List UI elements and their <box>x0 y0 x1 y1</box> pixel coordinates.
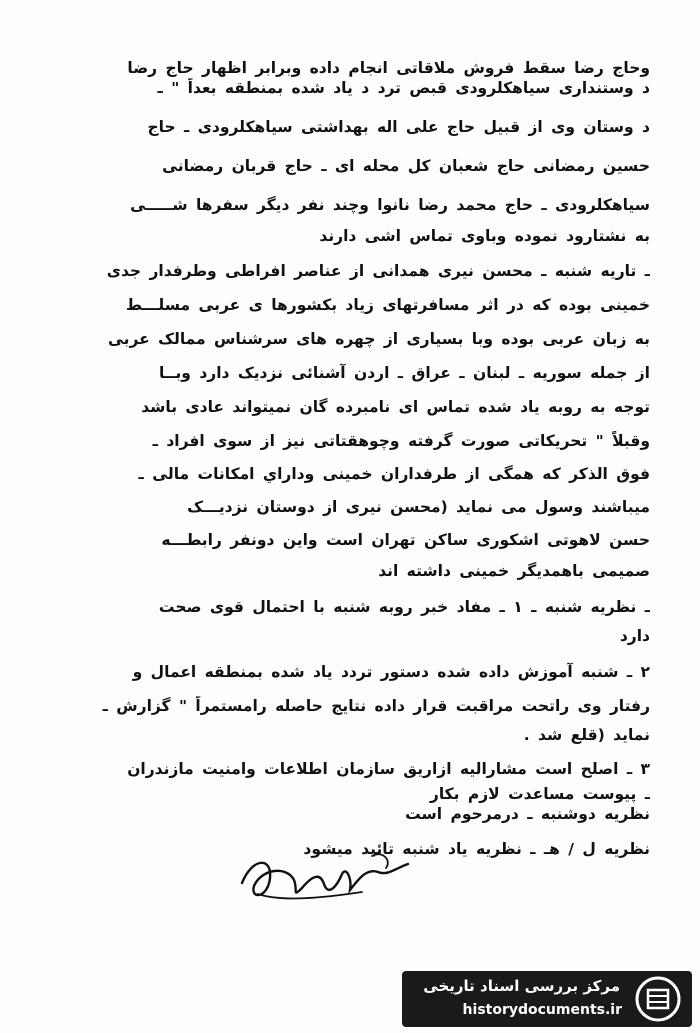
document-line: از جمله سوریه ـ لبنان ـ عراق ـ اردن آشنائی نزدیک دارد وبــا <box>159 364 650 382</box>
document-line: صمیمی باهمدیگر خمینی داشته اند <box>378 562 650 580</box>
document-line: فوق الذکر که همگی از طرفداران خمینی وداراي امکانات مالی ـ <box>138 465 650 483</box>
archive-watermark <box>402 971 692 1027</box>
document-line: خمینی بوده که در اثر مسافرتهای زیاد بکشورها ی عربی مسلـــط <box>125 296 650 314</box>
watermark-url: historydocuments.ir <box>462 1002 622 1018</box>
document-line: دارد <box>619 627 650 645</box>
document-line: توجه به روبه یاد شده تماس ای نامبرده گان نمیتواند عادی باشد <box>141 398 650 416</box>
document-line: میباشند وسول می نماید (محسن نیری از دوستان نزدیـــک <box>187 498 650 516</box>
watermark-title: مرکز بررسی اسناد تاریخی <box>423 977 620 995</box>
document-line: نماید (قلع شد . <box>523 726 650 744</box>
document-line: حسن لاهوتی اشکوری ساکن تهران است واین دونفر رابطـــه <box>161 531 650 549</box>
document-line: د وستان وی از قبیل حاج علی اله بهداشتی سیاهکلرودی ـ حاج <box>147 118 650 136</box>
document-body <box>90 58 650 859</box>
document-line: د وستنداری سیاهکلرودی قبص ترد د یاد شده بمنطقه بعداً " ـ <box>157 79 650 97</box>
document-line: ۳ ـ اصلح است مشارالیه ازاریق سازمان اطلاعات وامنیت مازندران <box>127 760 650 778</box>
document-line: ـ پیوست مساعدت لازم بکار <box>429 785 650 803</box>
document-line: سیاهکلرودی ـ حاج محمد رضا نانوا وچند نفر دیگر سفرها شـــــی <box>130 196 650 214</box>
document-line: وحاج رضا سقط فروش ملاقاتی انجام داده ‌وبرابر اظهار حاج رضا <box>127 59 650 77</box>
handwritten-signature <box>232 838 422 918</box>
document-line: حسین رمضانی حاج شعبان کل محله ای ـ حاج قربان رمضانی <box>162 157 650 175</box>
document-line: به زبان عربی بوده وبا بسیاری از چهره های سرشناس ممالک عربی <box>108 330 650 348</box>
document-line: ـ نظریه شنبه ـ ۱ ـ مفاد خبر روبه شنبه با احتمال قوی صحت <box>158 598 650 616</box>
document-line: ـ تاریه شنبه ـ محسن نیری همدانی از عناصر افراطی وطرفدار جدی <box>106 262 650 280</box>
document-line: نظریه دوشنبه ـ درمرحوم است <box>405 805 650 823</box>
document-line: رفتار وی راتحت مراقبت قرار داده نتایج حاصله رامستمراً " گزارش ـ <box>102 697 650 715</box>
document-line: به نشتارود نموده وباوی تماس اشی دارند <box>319 227 650 245</box>
document-line: ۲ ـ شنبه آموزش داده شده دستور تردد یاد شده بمنطقه اعمال و <box>132 663 650 681</box>
document-line: نظریه ل / هـ ـ نظریه یاد شنبه تائید میشود <box>303 840 650 858</box>
archive-logo-icon <box>634 976 682 1022</box>
document-line: وقبلاً " تحریکاتی صورت گرفته وچوهقتاتی نیز از سوی افراد ـ <box>152 432 650 450</box>
